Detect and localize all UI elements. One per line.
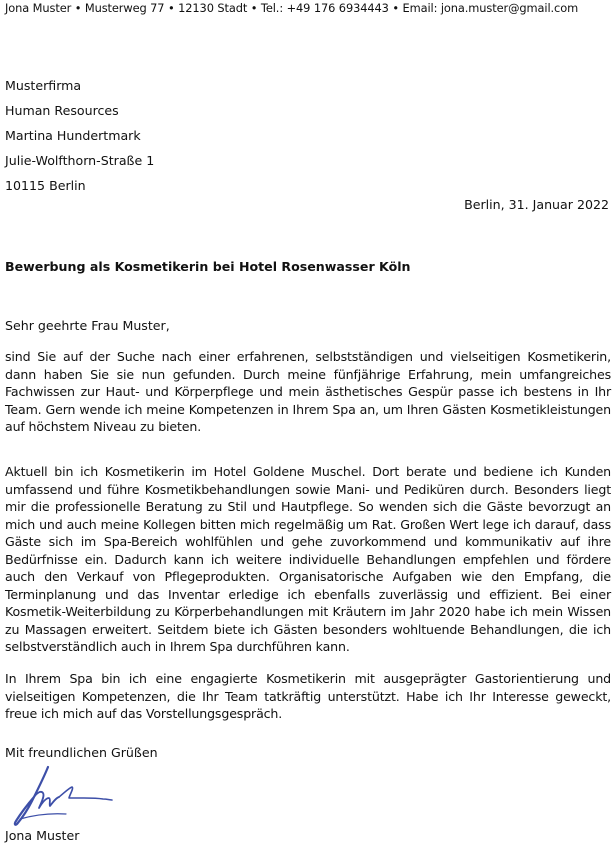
recipient-address-block <box>5 73 154 198</box>
letter-salutation: Sehr geehrte Frau Muster, <box>5 318 170 333</box>
recipient-department: Human Resources <box>5 103 119 118</box>
signer-name: Jona Muster <box>5 828 80 843</box>
letter-date: Berlin, 31. Januar 2022 <box>464 197 609 212</box>
sender-header-line: Jona Muster • Musterweg 77 • 12130 Stadt • Tel.: +49 176 6934443 • Email: jona.muster@gmail.com <box>5 1 579 15</box>
letter-closing: Mit freundlichen Grüßen <box>5 745 158 760</box>
body-paragraph-3: In Ihrem Spa bin ich eine engagierte Kosmetikerin mit ausgeprägter Gastorientierung und vielseitigen Kompetenzen, die Ihr Team tatkräftig unterstützt. Habe ich Ihr Interesse geweckt, freue ich mich auf das Vorstellungsgespräch. <box>5 671 611 721</box>
body-paragraph-2: Aktuell bin ich Kosmetikerin im Hotel Goldene Muschel. Dort berate und bediene ich Kunden umfassend und führe Kosmetikbehandlungen sowie Mani- und Pediküren durch. Besonders liegt mir die professionelle Beratung zu Stil und Hautpflege. So wenden sich die Gäste bevorzugt an mich und auch meine Kollegen bitten mich regelmäßig um Rat. Großen Wert lege ich darauf, dass Gäste sich im Spa-Bereich wohlfühlen und gehe zuvorkommend und kommunikativ auf ihre Bedürfnisse ein. Dadurch kann ich weitere individuelle Behandlungen empfehlen und fördere auch den Verkauf von Pflegeprodukten. Organisatorische Aufgaben wie den Empfang, die Terminplanung und das Inventar erledige ich ebenfalls zuverlässig und effizient. Bei einer Kosmetik-Weiterbildung zu Körperbehandlungen mit Kräutern im Jahr 2020 habe ich mein Wissen zu Massagen erweitert. Seitdem biete ich Gästen besonders wohltuende Behandlungen, die ich selbstverständlich auch in Ihrem Spa durchführen kann. <box>5 464 611 654</box>
recipient-street: Julie-Wolfthorn-Straße 1 <box>5 153 155 168</box>
body-paragraph-1: sind Sie auf der Suche nach einer erfahrenen, selbstständigen und vielseitigen Kosmetikerin, dann haben Sie sie nun gefunden. Durch meine fünfjährige Erfahrung, mein umfangreiches Fachwissen zur Haut- und Körperpflege und mein ästhetisches Gespür passe ich bestens in Ihr Team. Gern wende ich meine Kompetenzen in Ihrem Spa an, um Ihren Gästen Kosmetikleistungen auf höchstem Niveau zu bieten. <box>5 349 611 434</box>
letter-subject: Bewerbung als Kosmetikerin bei Hotel Rosenwasser Köln <box>5 259 411 274</box>
handwritten-signature <box>6 763 116 831</box>
recipient-city: 10115 Berlin <box>5 178 86 193</box>
recipient-company: Musterfirma <box>5 78 82 93</box>
recipient-contact: Martina Hundertmark <box>5 128 141 143</box>
